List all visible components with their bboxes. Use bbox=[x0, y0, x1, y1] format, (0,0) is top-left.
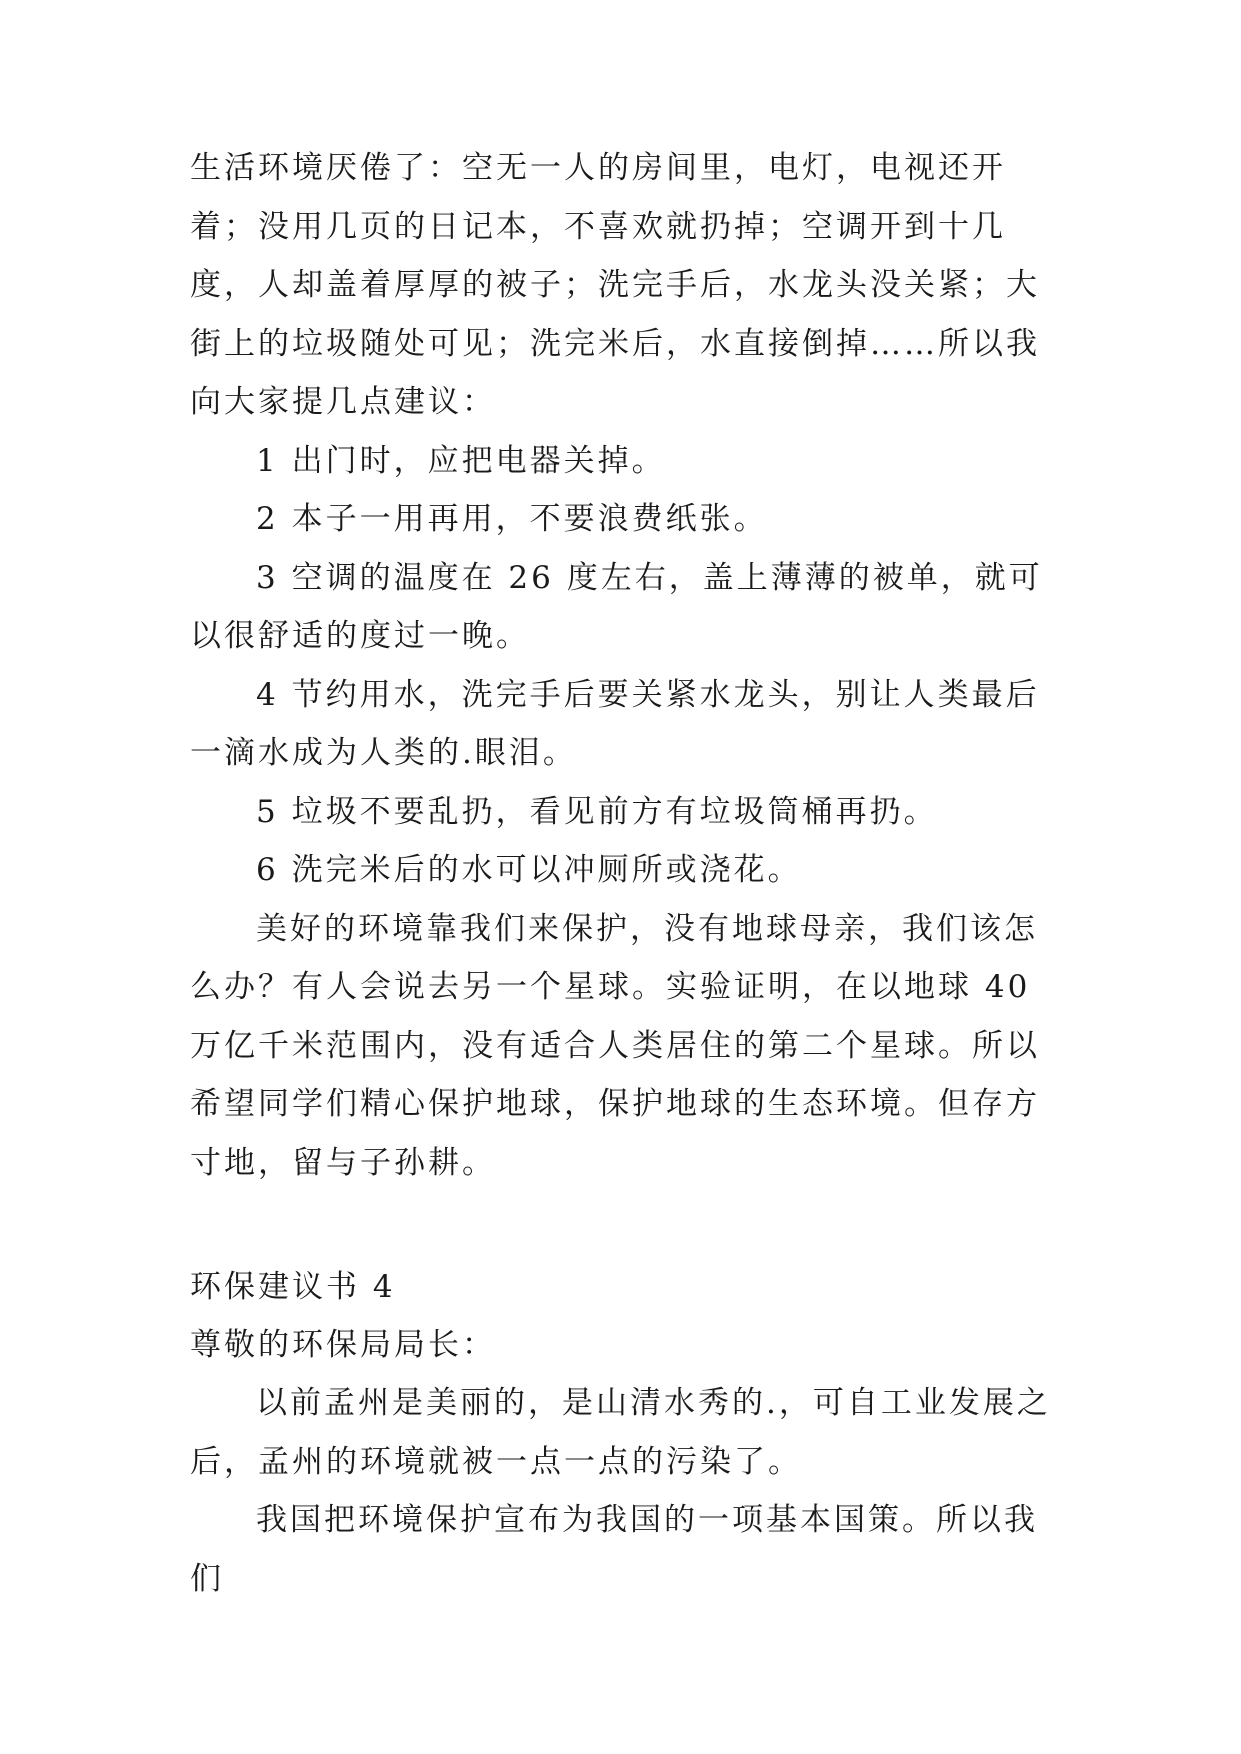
suggestion-item-6: 6 洗完米后的水可以冲厕所或浇花。 bbox=[256, 852, 802, 888]
letter-paragraph-2: 我国把环境保护宣布为我国的一项基本国策。所以我们 bbox=[190, 1502, 1038, 1597]
section1-body bbox=[190, 139, 1060, 1192]
letter-paragraph-1: 以前孟州是美丽的，是山清水秀的.，可自工业发展之后，孟州的环境就被一点一点的污染了。 bbox=[190, 1385, 1051, 1480]
section2-body bbox=[190, 1374, 1060, 1608]
suggestion-item-1: 1 出门时，应把电器关掉。 bbox=[256, 442, 666, 479]
intro-paragraph: 生活环境厌倦了：空无一人的房间里，电灯，电视还开着；没用几页的日记本，不喜欢就扔掉；空调开到十几度，人却盖着厚厚的被子；洗完手后，水龙头没关紧；大街上的垃圾随处可见；洗完米后，水直接倒掉……所以我向大家提几点建议： bbox=[190, 150, 1040, 420]
suggestion-item-2: 2 本子一用再用，不要浪费纸张。 bbox=[256, 501, 768, 537]
closing-paragraph: 美好的环境靠我们来保护，没有地球母亲，我们该怎么办？有人会说去另一个星球。实验证明，在以地球 40 万亿千米范围内，没有适合人类居住的第二个星球。所以希望同学们精心保护地球，保护地球的生态环境。但存方寸地，留与子孙耕。 bbox=[190, 910, 1040, 1181]
suggestion-item-5: 5 垃圾不要乱扔，看见前方有垃圾筒桶再扔。 bbox=[256, 793, 938, 830]
section-title: 环保建议书 4 bbox=[190, 1269, 396, 1305]
salutation: 尊敬的环保局局长： bbox=[190, 1327, 496, 1363]
suggestion-item-4: 4 节约用水，洗完手后要关紧水龙头，别让人类最后一滴水成为人类的.眼泪。 bbox=[190, 676, 1040, 771]
suggestion-item-3: 3 空调的温度在 26 度左右，盖上薄薄的被单，就可以很舒适的度过一晚。 bbox=[190, 559, 1043, 654]
